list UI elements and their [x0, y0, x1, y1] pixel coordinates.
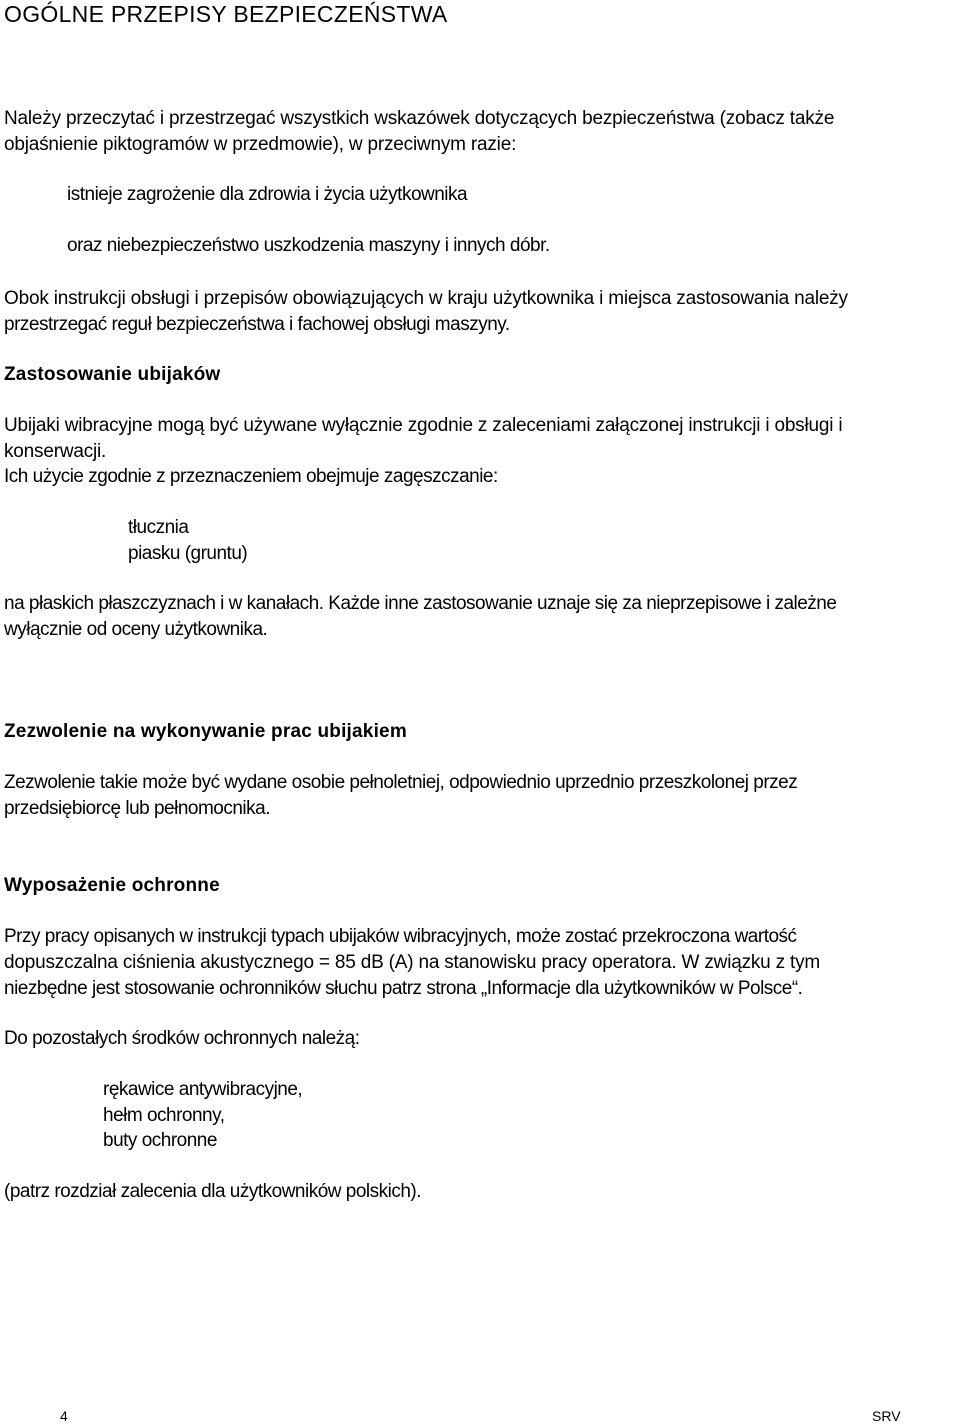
equipment-item-helmet: hełm ochronny, — [103, 1105, 225, 1126]
usage-line-4: na płaskich płaszczyznach i w kanałach. Każde inne zastosowanie uznaje się za nieprzepisowe i zależne — [4, 593, 837, 614]
equipment-item-gloves: rękawice antywibracyjne, — [103, 1079, 303, 1100]
equipment-heading: Wyposażenie ochronne — [4, 875, 220, 896]
document-code: SRV — [872, 1408, 901, 1424]
rules-line-2: przestrzegać reguł bezpieczeństwa i fachowej obsługi maszyny. — [4, 314, 510, 335]
equipment-line-3: niezbędne jest stosowanie ochronników słuchu patrz strona „Informacje dla użytkowników w Polsce“. — [4, 978, 803, 999]
usage-line-3: Ich użycie zgodnie z przeznaczeniem obejmuje zagęszczanie: — [4, 466, 498, 487]
usage-heading: Zastosowanie ubijaków — [4, 364, 221, 385]
rules-line-1: Obok instrukcji obsługi i przepisów obowiązujących w kraju użytkownika i miejsca zastosowania należy — [4, 288, 848, 309]
equipment-line-5: (patrz rozdział zalecenia dla użytkowników polskich). — [4, 1181, 422, 1202]
equipment-line-1: Przy pracy opisanych w instrukcji typach ubijaków wibracyjnych, może zostać przekroczona wartość — [4, 926, 797, 947]
equipment-item-boots: buty ochronne — [103, 1130, 217, 1151]
usage-item-crushed-stone: tłucznia — [128, 517, 189, 538]
equipment-line-4: Do pozostałych środków ochronnych należą: — [4, 1028, 360, 1049]
risk-health: istnieje zagrożenie dla zdrowia i życia użytkownika — [67, 184, 468, 205]
page-number: 4 — [60, 1408, 68, 1424]
usage-line-5: wyłącznie od oceny użytkownika. — [4, 619, 268, 640]
risk-damage: oraz niebezpieczeństwo uszkodzenia maszyny i innych dóbr. — [67, 235, 550, 256]
usage-line-1: Ubijaki wibracyjne mogą być używane wyłącznie zgodnie z zaleceniami załączonej instrukcji i obsługi i — [4, 415, 843, 436]
permission-heading: Zezwolenie na wykonywanie prac ubijakiem — [4, 721, 407, 742]
permission-line-2: przedsiębiorcę lub pełnomocnika. — [4, 798, 270, 819]
usage-line-2: konserwacji. — [4, 441, 107, 462]
permission-line-1: Zezwolenie takie może być wydane osobie pełnoletniej, odpowiednio uprzednio przeszkolonej przez — [4, 772, 798, 793]
page-title: OGÓLNE PRZEPISY BEZPIECZEŃSTWA — [4, 1, 448, 27]
intro-line-1: Należy przeczytać i przestrzegać wszystkich wskazówek dotyczących bezpieczeństwa (zobacz także — [4, 108, 835, 129]
usage-item-sand: piasku (gruntu) — [128, 543, 248, 564]
equipment-line-2: dopuszczalna ciśnienia akustycznego = 85 dB (A) na stanowisku pracy operatora. W związku z tym — [4, 952, 821, 973]
intro-line-2: objaśnienie piktogramów w przedmowie), w przeciwnym razie: — [4, 134, 517, 155]
